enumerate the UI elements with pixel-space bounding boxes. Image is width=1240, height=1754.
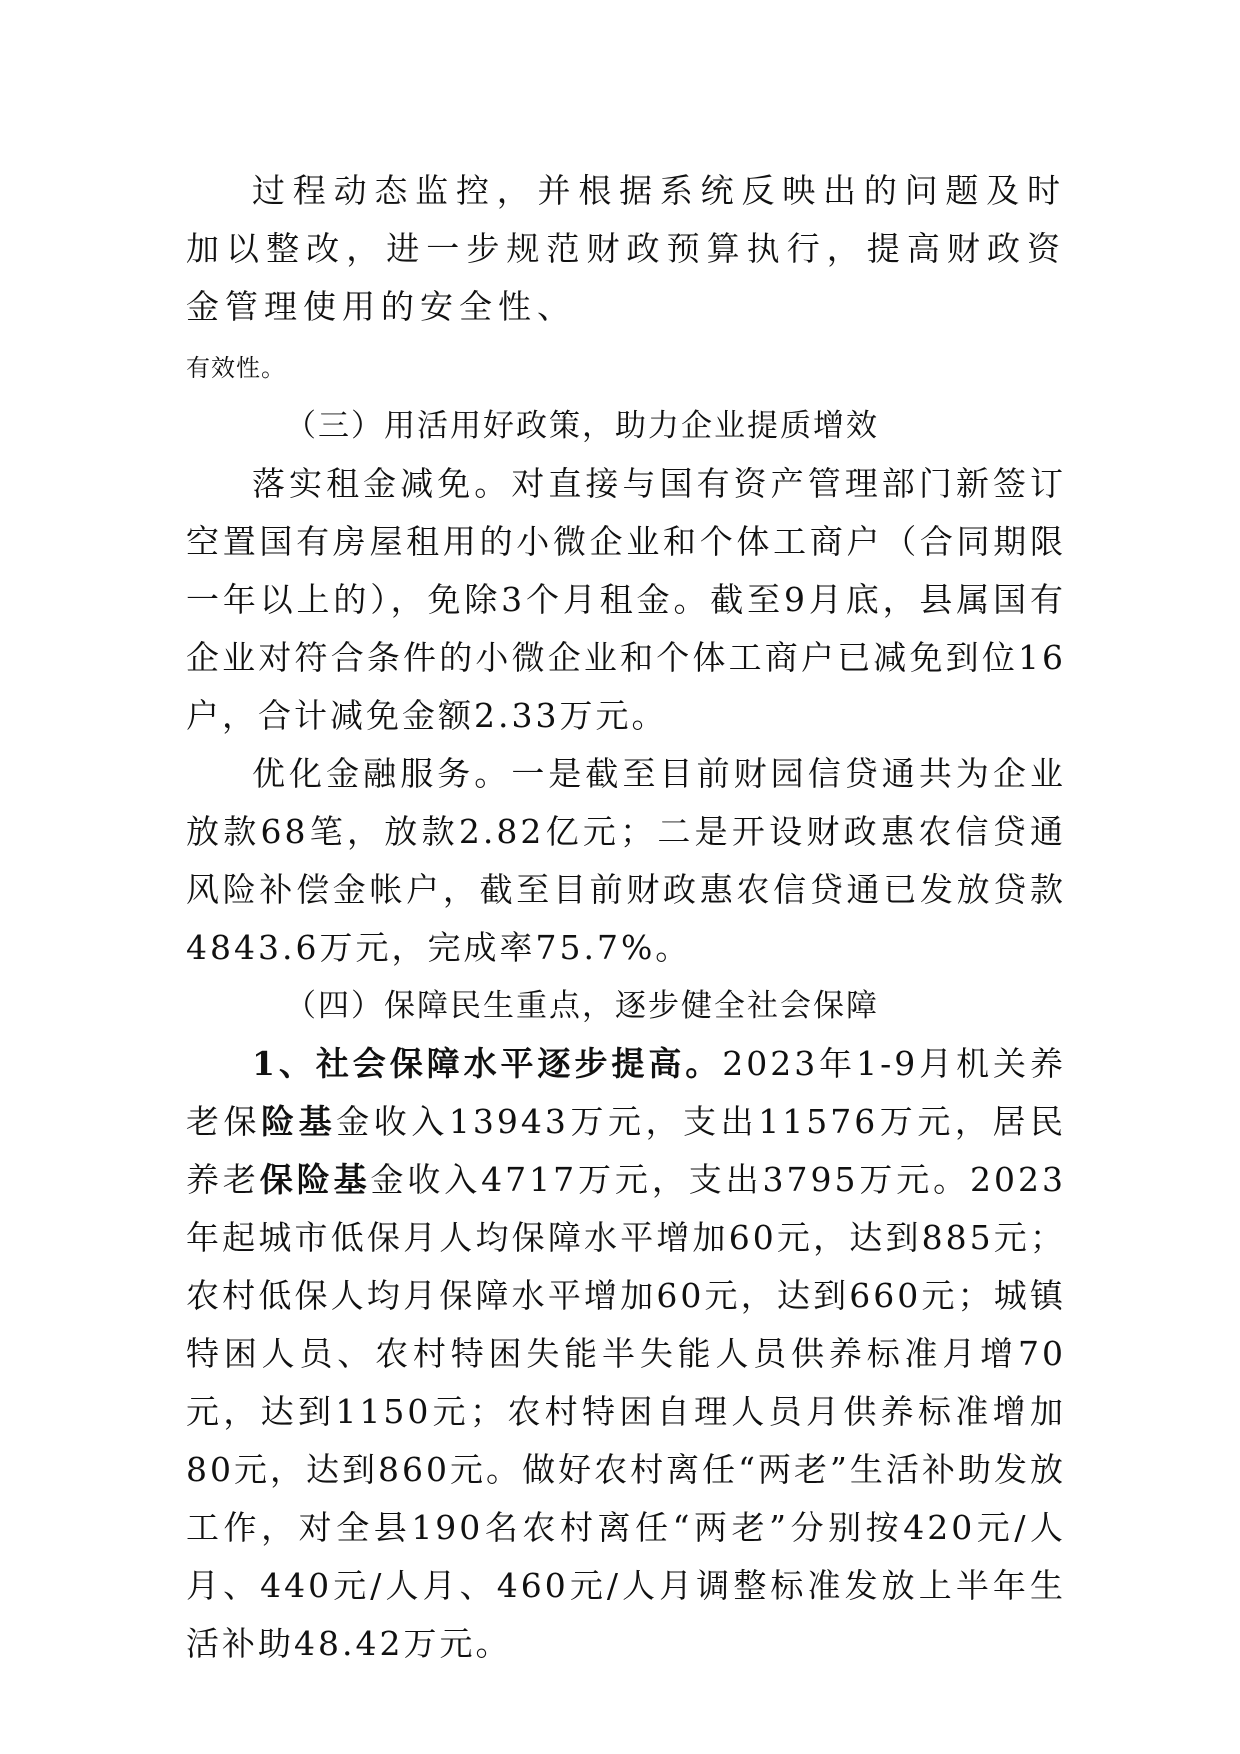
section-heading-4: （四）保障民生重点，逐步健全社会保障 — [285, 988, 879, 1024]
paragraph-financial-services: 优化金融服务。一是截至目前财园信贷通共为企业放款68笔，放款2.82亿元；二是开设财政惠农信贷通风险补偿金帐户，截至目前财政惠农信贷通已发放贷款4843.6万元，完成率75.7%。 — [186, 754, 1066, 967]
paragraph-budget-monitoring — [186, 162, 1066, 397]
paragraph-rent-relief: 落实租金减免。对直接与国有资产管理部门新签订空置国有房屋租用的小微企业和个体工商户（合同期限一年以上的），免除3个月租金。截至9月底，县属国有企业对符合条件的小微企业和个体工商户已减免到位16户，合计减免金额2.33万元。 — [186, 464, 1066, 735]
document-body — [186, 162, 1066, 1673]
paragraph-social-security-bold-d: 保险基 — [259, 1160, 371, 1199]
paragraph-social-security — [186, 1035, 1066, 1673]
paragraph-social-security-text-a: 2023年1-9月机关养老保 — [186, 1044, 1066, 1141]
paragraph-social-security-text-e: 金收入4717万元，支出3795万元。2023年起城市低保月人均保障水平增加60元，达到885元；农村低保人均月保障水平增加60元，达到660元；城镇特困人员、农村特困失能半失能人员供养标准月增70元，达到1150元；农村特困自理人员月供养标准增加80元，达到860元。做好农村离任“两老”生活补助发放工作，对全县190名农村离任“两老”分别按420元/人月、440元/人月、460元/人月调整标准发放上半年生活补助48.42万元。 — [186, 1160, 1067, 1663]
paragraph-budget-monitoring-text: 过程动态监控，并根据系统反映出的问题及时加以整改，进一步规范财政预算执行，提高财政资金管理使用的安全性、 — [186, 171, 1066, 326]
paragraph-social-security-text-c: 金收入13943万元，支出11576万元，居民养老 — [186, 1102, 1067, 1199]
paragraph-budget-monitoring-tail: 有效性。 — [186, 354, 286, 382]
paragraph-social-security-bold-b: 险基 — [261, 1102, 337, 1141]
paragraph-social-security-lead: 1、社会保障水平逐步提高。 — [252, 1044, 723, 1083]
section-heading-3: （三）用活用好政策，助力企业提质增效 — [285, 408, 879, 444]
